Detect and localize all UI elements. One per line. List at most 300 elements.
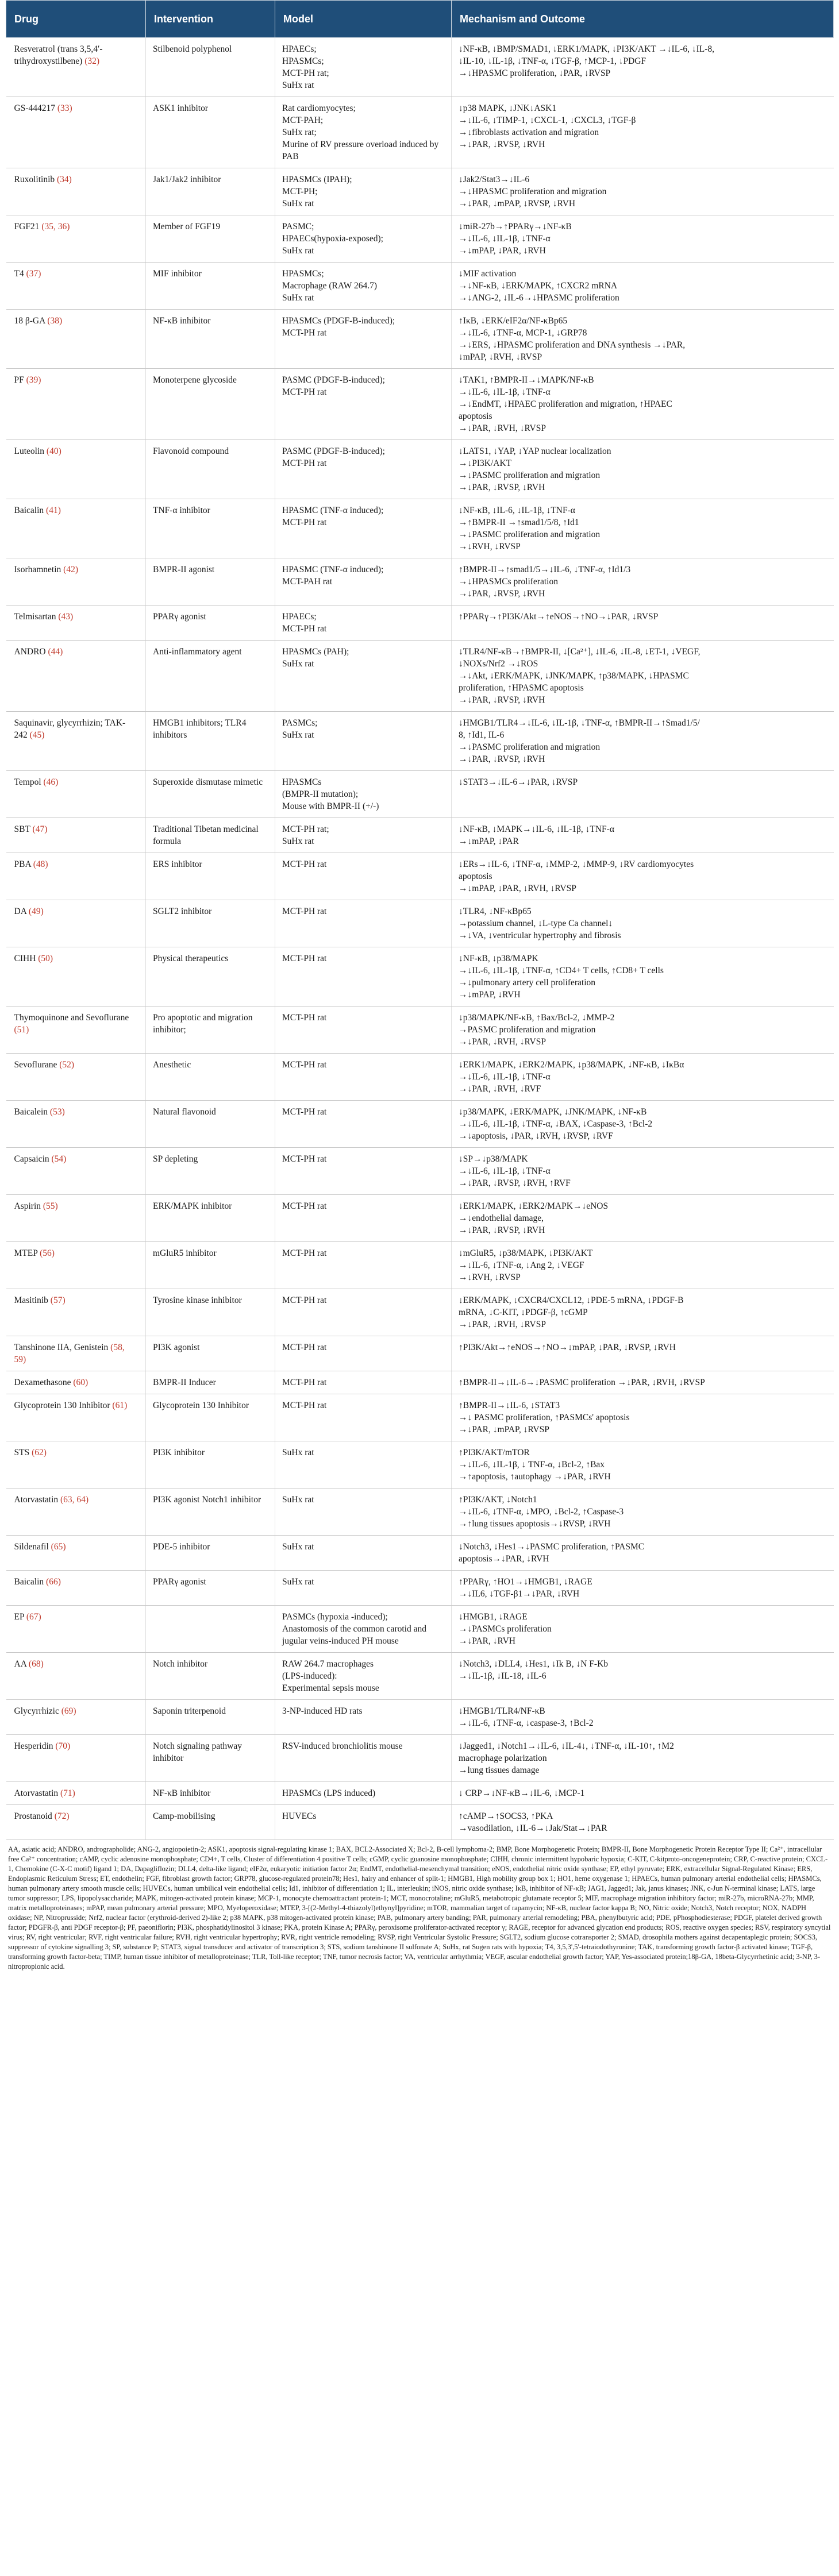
drug-name: PF — [14, 375, 24, 385]
model-line: HPASMCs (PAH); — [282, 647, 349, 657]
mechanism-line: →↓mPAP, ↓RVH — [459, 990, 521, 1000]
mechanism-line: ↑BMPR-II→↓IL-6, ↓STAT3 — [459, 1401, 560, 1410]
mechanism-line: →PASMC proliferation and migration — [459, 1025, 596, 1035]
reference-link[interactable]: (69) — [61, 1706, 76, 1716]
model-cell — [275, 1782, 452, 1805]
table-row — [6, 369, 834, 440]
drug-name: SBT — [14, 824, 30, 834]
model-line: (LPS-induced): — [282, 1671, 337, 1681]
mechanism-line: ↓ERK1/MAPK, ↓ERK2/MAPK→↓eNOS — [459, 1201, 609, 1211]
model-line: HPASMCs; — [282, 56, 324, 66]
mechanism-line: →↓IL6, ↓TGF-β1→↓PAR, ↓RVH — [459, 1589, 580, 1599]
mechanism-cell — [452, 1700, 834, 1735]
drug-name: Baicalin — [14, 1577, 44, 1587]
model-line: MCT-PH rat — [282, 1295, 327, 1305]
drug-name: 18 β-GA — [14, 316, 45, 326]
table-row — [6, 1571, 834, 1606]
mechanism-line: →↓IL-6, ↓IL-1β, ↓TNF-α — [459, 234, 551, 244]
model-cell — [275, 215, 452, 263]
intervention-cell: Jak1/Jak2 inhibitor — [146, 168, 275, 215]
model-line: MCT-PH rat — [282, 624, 327, 634]
mechanism-cell — [452, 1394, 834, 1441]
drug-cell — [6, 853, 146, 900]
table-row — [6, 1336, 834, 1371]
reference-link[interactable]: (67) — [26, 1612, 41, 1622]
mechanism-line: →↓PAR, ↓RVSP, ↓RVH — [459, 140, 545, 149]
reference-link[interactable]: (60) — [73, 1378, 88, 1387]
reference-link[interactable]: (46) — [43, 777, 59, 787]
table-row — [6, 215, 834, 263]
drug-cell — [6, 1536, 146, 1571]
model-cell — [275, 1653, 452, 1700]
reference-link[interactable]: (50) — [38, 954, 53, 963]
model-cell — [275, 1148, 452, 1195]
mechanism-line: →↓mPAP, ↓PAR, ↓RVH — [459, 246, 546, 256]
reference-link[interactable]: (34) — [57, 175, 72, 184]
drug-name: Capsaicin — [14, 1154, 49, 1164]
table-row — [6, 1606, 834, 1653]
mechanism-cell — [452, 1242, 834, 1289]
model-cell — [275, 641, 452, 712]
model-line: MCT-PH rat — [282, 859, 327, 869]
intervention-cell: Superoxide dismutase mimetic — [146, 771, 275, 818]
table-row — [6, 1653, 834, 1700]
intervention-cell: PDE-5 inhibitor — [146, 1536, 275, 1571]
header-intervention: Intervention — [146, 1, 275, 38]
drug-name: Glycyrrhizic — [14, 1706, 59, 1716]
mechanism-cell — [452, 1536, 834, 1571]
table-row — [6, 499, 834, 558]
drug-name: Resveratrol (trans 3,5,4′-trihydroxystilbene) — [14, 44, 103, 66]
model-line: HPASMC (TNF-α induced); — [282, 506, 384, 515]
mechanism-line: ↓MIF activation — [459, 269, 517, 279]
intervention-cell: NF-κB inhibitor — [146, 310, 275, 369]
intervention-cell: Glycoprotein 130 Inhibitor — [146, 1394, 275, 1441]
drug-name: Glycoprotein 130 Inhibitor — [14, 1401, 110, 1410]
table-row — [6, 1242, 834, 1289]
intervention-cell: Pro apoptotic and migration inhibitor; — [146, 1007, 275, 1054]
drug-name: Atorvastatin — [14, 1788, 59, 1798]
mechanism-line: ↓ERK1/MAPK, ↓ERK2/MAPK, ↓p38/MAPK, ↓NF-κB, ↓IκBα — [459, 1060, 684, 1070]
table-row — [6, 1195, 834, 1242]
reference-link[interactable]: (52) — [59, 1060, 75, 1070]
mechanism-line: ↓TLR4, ↓NF-κBp65 — [459, 907, 532, 916]
mechanism-cell — [452, 818, 834, 853]
drug-cell — [6, 1606, 146, 1653]
mechanism-line: ↓p38/MAPK/NF-κB, ↑Bax/Bcl-2, ↓MMP-2 — [459, 1013, 615, 1023]
mechanism-line: ↓IL-10, ↓IL-1β, ↓TNF-α, ↓TGF-β, ↑MCP-1, ↓PDGF — [459, 56, 646, 66]
reference-link[interactable]: (40) — [46, 446, 61, 456]
reference-link[interactable]: (32) — [84, 56, 100, 66]
table-row — [6, 263, 834, 310]
intervention-cell: SP depleting — [146, 1148, 275, 1195]
model-line: SuHx rat — [282, 1495, 314, 1505]
table-row — [6, 440, 834, 499]
drug-name: Masitinib — [14, 1295, 48, 1305]
mechanism-line: →↓PAR, ↓mPAP, ↓RVSP, ↓RVH — [459, 199, 576, 209]
mechanism-cell — [452, 947, 834, 1007]
drug-cell — [6, 1782, 146, 1805]
drug-cell — [6, 310, 146, 369]
mechanism-cell — [452, 1488, 834, 1536]
mechanism-line: →↓VA, ↓ventricular hypertrophy and fibrosis — [459, 931, 621, 940]
drug-cell — [6, 1653, 146, 1700]
table-row — [6, 818, 834, 853]
reference-link[interactable]: (49) — [28, 907, 44, 916]
drug-cell — [6, 818, 146, 853]
mechanism-line: →↓mPAP, ↓PAR, ↓RVH, ↓RVSP — [459, 884, 576, 893]
mechanism-line: →↓HPASMC proliferation and migration — [459, 187, 607, 196]
mechanism-line: ↓mGluR5, ↓p38/MAPK, ↓PI3K/AKT — [459, 1248, 593, 1258]
model-cell — [275, 771, 452, 818]
model-line: SuHx rat; — [282, 128, 317, 137]
intervention-cell: Member of FGF19 — [146, 215, 275, 263]
drug-cell — [6, 1371, 146, 1394]
drug-name: Telmisartan — [14, 612, 56, 622]
table-row — [6, 900, 834, 947]
model-line: SuHx rat — [282, 293, 314, 303]
mechanism-cell — [452, 1007, 834, 1054]
model-line: MCT-PH rat — [282, 1401, 327, 1410]
mechanism-line: →↓PAR, ↓RVH, ↓RVF — [459, 1084, 541, 1094]
model-cell — [275, 853, 452, 900]
abbreviations-footnote: AA, asiatic acid; ANDRO, andrographolide; ANG-2, angiopoietin-2; ASK1, apoptosis signal-regulating kinase 1; BAX, BCL2-Associated X; Bcl-2, B-cell lymphoma-2; BMP, Bone Morphogenetic Protein; BMPR-II, Bone Morphogenetic Protein Receptor Type II; Ca²⁺, intracellular free Ca²⁺ concentration; cAMP, cyclic adenosine monophosphate; CD4+, T cells, Cluster of differentiation 4 positive T cells; cGMP, cyclic guanosine monophosphate; CIHH, chronic intermittent hypobaric hypoxia; C-KIT, C-kitproto-oncogeneprotein; CRP, C-reactive protein; CXCL-1, Chemokine (C-X-C motif) ligand 1; DA, Dapagliflozin; DLL4, delta-like ligand; eIF2α, eukaryotic initiation factor 2α; EndMT, endothelial-mesenchymal transition; eNOS, endothelial nitric oxide synthase; EP, ethyl pyruvate; ERK, extracellular Signal-Regulated Kinase; ERS, Endoplasmic Reticulum Stress; ET, endothelin; FGF, fibroblast growth factor; GRP78, glucose-regulated protein78; Hes1, hairy and enhancer of split-1; HMGB1, High mobility group box 1; HO1, heme oxygenase 1; HPAECs, human pulmonary arterial endothelial cells; HPASMCs, human pulmonary artery smooth muscle cells; HUVECs, human umbilical vein endothelial cells; Id1, inhibitor of differentiation 1; IL, interleukin; iNOS, nitric oxide synthase; IκB, inhibitor of NF-κB; JAG1, Jagged1; Jak, janus kinases; JNK, c-Jun N-terminal kinase; LATS, large tumor suppressor; LPS, lipopolysaccharide; MAPK, mitogen-activated protein kinase; MCP-1, monocyte chemoattractant protein-1; MCT, monocrotaline; mGluR5, metabotropic glutamate receptor 5; MIF, macrophage migration inhibitory factor; miR-27b, microRNA-27b; MMP, matrix metalloproteinases; mPAP, mean pulmonary arterial pressure; MPO, Myeloperoxidase; MTEP, 3-[(2-Methyl-4-thiazolyl)ethynyl]pyridine; mTOR, mammalian target of rapamycin; NF-κB, nuclear factor kappa B; NO, Nitric oxide; Notch3, Notch receptor; NOX, NADPH oxidase; NP, Nitroprusside; Nrf2, nuclear factor (erythroid-derived 2)-like 2; p38 MAPK, p38 mitogen-activated protein kinase; PAB, pulmonary artery banding; PAR, pulmonary arterial remodeling; PBA, phenylbutyric acid; PDE, pPhosphodiesterase; PDGF, platelet derived growth factor; PDGFR-β, anti PDGF receptor-β; PF, paeoniflorin; PI3K, phosphatidylinositol 3 kinase; PKA, protein Kinase A; PPARγ, peroxisome proliferator-activated receptor γ; RAGE, receptor for advanced glycation end products; ROS, reactive oxygen species; RSV, respiratory syncytial virus; RV, right ventricular; RVF, right ventricular failure; RVH, right ventricular hypertrophy; RVR, right ventricle remodeling; RVSP, right Ventricular Systolic Pressure; SGLT2, sodium glucose cotransporter 2; SMAD, drosophila mothers against decapentaplegic protein; SOCS3, suppressor of cytokine signalling 3; SP, substance P; STAT3, signal transducer and activator of transcription 3; STS, sodium tanshinone II sulfonate A; SuHx, rat Sugen rats with hypoxia; T4, 3,5,3',5'-tetraiodothyronine; TAK, transforming growth factor-β activated kinase; TGF-β, transforming growth factor-beta; TIMP, human tissue inhibitor of metalloproteinase; TLR, Toll-like receptor; TNF, tumor necrosis factor; VA, ventricular arrhythmia; VEGF, ascular endothelial growth factor; YAP, Yes-associated protein;18β-GA, 18beta-Glycyrrhetinic acid; 3-NP, 3-nitropropionic acid. — [8, 1845, 831, 1970]
drug-name: Dexamethasone — [14, 1378, 71, 1387]
drug-name: T4 — [14, 269, 24, 279]
intervention-cell: BMPR-II Inducer — [146, 1371, 275, 1394]
model-cell — [275, 38, 452, 97]
reference-link[interactable]: (45) — [29, 730, 45, 740]
mechanism-line: →↓RVH, ↓RVSP — [459, 1272, 521, 1282]
mechanism-line: →↓IL-6, ↓TNF-α, ↓MPO, ↓Bcl-2, ↑Caspase-3 — [459, 1507, 624, 1517]
model-line: MCT-PH; — [282, 187, 318, 196]
model-line: MCT-PH rat — [282, 1154, 327, 1164]
mechanism-line: ↓HMGB1, ↓RAGE — [459, 1612, 528, 1622]
mechanism-line: →↓PAR, ↓RVSP, ↓RVH — [459, 589, 545, 599]
model-line: Rat cardiomyocytes; — [282, 103, 356, 113]
intervention-cell: Stilbenoid polyphenol — [146, 38, 275, 97]
mechanism-cell — [452, 215, 834, 263]
drug-cell — [6, 712, 146, 771]
reference-link[interactable]: (70) — [55, 1741, 71, 1751]
mechanism-line: →↓HPASMC proliferation, ↓PAR, ↓RVSP — [459, 68, 611, 78]
mechanism-line: ↓Jagged1, ↓Notch1→↓IL-6, ↓IL-4↓, ↓TNF-α, ↓IL-10↑, ↑M2 — [459, 1741, 674, 1751]
reference-link[interactable]: (54) — [51, 1154, 67, 1164]
reference-link[interactable]: (35, 36) — [41, 222, 70, 232]
reference-link[interactable]: (68) — [28, 1659, 44, 1669]
reference-link[interactable]: (33) — [57, 103, 72, 113]
mechanism-cell — [452, 900, 834, 947]
drug-name: Ruxolitinib — [14, 175, 55, 184]
table-row — [6, 606, 834, 641]
reference-link[interactable]: (62) — [32, 1448, 47, 1457]
reference-link[interactable]: (72) — [54, 1811, 70, 1821]
reference-link[interactable]: (61) — [112, 1401, 128, 1410]
mechanism-line: →↓PASMC proliferation and migration — [459, 742, 601, 752]
drug-cell — [6, 263, 146, 310]
model-line: HPASMCs — [282, 777, 322, 787]
drug-cell — [6, 97, 146, 168]
model-line: MCT-PH rat — [282, 1248, 327, 1258]
model-line: PASMCs; — [282, 718, 318, 728]
mechanism-line: →↓IL-6, ↓TIMP-1, ↓CXCL-1, ↓CXCL3, ↓TGF-β — [459, 115, 636, 125]
drug-name: Sevoflurane — [14, 1060, 57, 1070]
drug-name: Tanshinone IIA, Genistein — [14, 1343, 109, 1352]
model-line: Murine of RV pressure overload induced by PAB — [282, 140, 439, 161]
mechanism-line: →↓PAR, ↓RVSP, ↓RVH — [459, 754, 545, 764]
mechanism-line: →↓PI3K/AKT — [459, 458, 512, 468]
mechanism-line: ↑BMPR-II→↑smad1/5→↓IL-6, ↓TNF-α, ↑Id1/3 — [459, 565, 631, 574]
model-cell — [275, 1441, 452, 1488]
reference-link[interactable]: (48) — [33, 859, 48, 869]
mechanism-line: →↓IL-6, ↓IL-1β, ↓TNF-α, ↑CD4+ T cells, ↑CD8+ T cells — [459, 966, 664, 975]
drug-name: CIHH — [14, 954, 36, 963]
drug-cell — [6, 1336, 146, 1371]
reference-link[interactable]: (39) — [26, 375, 41, 385]
reference-link[interactable]: (51) — [14, 1025, 29, 1035]
drug-cell — [6, 558, 146, 606]
model-cell — [275, 440, 452, 499]
intervention-cell: Traditional Tibetan medicinal formula — [146, 818, 275, 853]
mechanism-line: →↓PASMC proliferation and migration — [459, 530, 601, 539]
model-cell — [275, 1536, 452, 1571]
header-model: Model — [275, 1, 452, 38]
reference-link[interactable]: (63, 64) — [60, 1495, 89, 1505]
drug-cell — [6, 440, 146, 499]
mechanism-line: →↓PAR, ↓RVSP, ↓RVH, ↑RVF — [459, 1178, 571, 1188]
model-line: (BMPR-II mutation); — [282, 789, 359, 799]
drug-cell — [6, 1700, 146, 1735]
mechanism-line: →↓NF-κB, ↓ERK/MAPK, ↑CXCR2 mRNA — [459, 281, 618, 291]
model-cell — [275, 1101, 452, 1148]
mechanism-cell — [452, 771, 834, 818]
mechanism-line: →↓PASMCs proliferation — [459, 1624, 552, 1634]
reference-link[interactable]: (55) — [43, 1201, 58, 1211]
mechanism-cell — [452, 853, 834, 900]
mechanism-line: →↓PAR, ↓RVH, ↓RVSP — [459, 423, 546, 433]
model-line: MCT-PH rat; — [282, 68, 329, 78]
model-line: SuHx rat — [282, 1542, 314, 1552]
model-cell — [275, 1805, 452, 1840]
reference-link[interactable]: (37) — [26, 269, 41, 279]
drug-cell — [6, 38, 146, 97]
drug-name: Baicalin — [14, 506, 44, 515]
model-cell — [275, 168, 452, 215]
mechanism-line: →↓PAR, ↓RVSP, ↓RVH — [459, 1225, 545, 1235]
reference-link[interactable]: (71) — [60, 1788, 75, 1798]
drug-cell — [6, 369, 146, 440]
table-row — [6, 1805, 834, 1840]
mechanism-line: →↓endothelial damage, — [459, 1213, 544, 1223]
model-cell — [275, 499, 452, 558]
intervention-cell: HMGB1 inhibitors; TLR4 inhibitors — [146, 712, 275, 771]
model-cell — [275, 1394, 452, 1441]
model-cell — [275, 310, 452, 369]
intervention-cell: ERK/MAPK inhibitor — [146, 1195, 275, 1242]
reference-link[interactable]: (58, 59) — [14, 1343, 125, 1364]
mechanism-line: ↓NF-κB, ↓MAPK→↓IL-6, ↓IL-1β, ↓TNF-α — [459, 824, 614, 834]
header-mechanism: Mechanism and Outcome — [452, 1, 834, 38]
table-row — [6, 1289, 834, 1336]
mechanism-line: ↓LATS1, ↓YAP, ↓YAP nuclear localization — [459, 446, 611, 456]
model-line: MCT-PH rat — [282, 954, 327, 963]
reference-link[interactable]: (42) — [63, 565, 78, 574]
intervention-cell: PI3K agonist Notch1 inhibitor — [146, 1488, 275, 1536]
table-row — [6, 1536, 834, 1571]
model-line: 3-NP-induced HD rats — [282, 1706, 363, 1716]
mechanism-cell — [452, 310, 834, 369]
intervention-cell: Notch inhibitor — [146, 1653, 275, 1700]
mechanism-line: ↓STAT3→↓IL-6→↓PAR, ↓RVSP — [459, 777, 578, 787]
mechanism-line: →↓IL-6, ↓IL-1β, ↓TNF-α — [459, 1072, 551, 1082]
mechanism-line: ↓HMGB1/TLR4→↓IL-6, ↓IL-1β, ↓TNF-α, ↑BMPR-II→↑Smad1/5/ — [459, 718, 700, 728]
model-line: MCT-PH rat — [282, 907, 327, 916]
intervention-cell: Physical therapeutics — [146, 947, 275, 1007]
drug-cell — [6, 947, 146, 1007]
model-cell — [275, 1289, 452, 1336]
mechanism-line: →↓mPAP, ↓PAR — [459, 836, 519, 846]
model-line: SuHx rat — [282, 199, 314, 209]
drug-name: Luteolin — [14, 446, 45, 456]
reference-link[interactable]: (66) — [46, 1577, 61, 1587]
drug-cell — [6, 606, 146, 641]
intervention-cell: SGLT2 inhibitor — [146, 900, 275, 947]
drug-cell — [6, 900, 146, 947]
drug-cell — [6, 1195, 146, 1242]
header-drug: Drug — [6, 1, 146, 38]
intervention-cell: PPARγ agonist — [146, 1571, 275, 1606]
model-line: MCT-PH rat — [282, 387, 327, 397]
intervention-cell: BMPR-II agonist — [146, 558, 275, 606]
table-row — [6, 1782, 834, 1805]
table-row — [6, 1735, 834, 1782]
model-line: MCT-PAH rat — [282, 577, 333, 587]
mechanism-line: →↓PAR, ↓mPAP, ↓RVSP — [459, 1425, 549, 1434]
mechanism-line: →↓PAR, ↓RVH, ↓RVSP — [459, 1320, 546, 1329]
table-row — [6, 558, 834, 606]
table-row — [6, 641, 834, 712]
mechanism-line: ↓ERs→↓IL-6, ↓TNF-α, ↓MMP-2, ↓MMP-9, ↓RV cardiomyocytes — [459, 859, 694, 869]
mechanism-line: ↓TAK1, ↑BMPR-II→↓MAPK/NF-κB — [459, 375, 594, 385]
mechanism-cell — [452, 1441, 834, 1488]
table-row — [6, 1054, 834, 1101]
model-line: Macrophage (RAW 264.7) — [282, 281, 378, 291]
mechanism-cell — [452, 641, 834, 712]
table-row — [6, 1148, 834, 1195]
mechanism-line: ↑PI3K/AKT/mTOR — [459, 1448, 530, 1457]
drug-cell — [6, 1735, 146, 1782]
model-cell — [275, 97, 452, 168]
intervention-cell: mGluR5 inhibitor — [146, 1242, 275, 1289]
reference-link[interactable]: (53) — [49, 1107, 65, 1117]
mechanism-line: →↓PASMC proliferation and migration — [459, 471, 601, 480]
intervention-cell: MIF inhibitor — [146, 263, 275, 310]
model-line: RSV-induced bronchiolitis mouse — [282, 1741, 403, 1751]
model-line: MCT-PH rat — [282, 1378, 327, 1387]
mechanism-line: →↓ERS, ↓HPASMC proliferation and DNA synthesis →↓PAR, — [459, 340, 686, 350]
mechanism-cell — [452, 606, 834, 641]
mechanism-line: ↓TLR4/NF-κB→↑BMPR-II, ↓[Ca²⁺], ↓IL-6, ↓IL-8, ↓ET-1, ↓VEGF, — [459, 647, 701, 657]
mechanism-line: ↓Notch3, ↓DLL4, ↓Hes1, ↓Ik B, ↓N F-Kb — [459, 1659, 609, 1669]
drug-name: Atorvastatin — [14, 1495, 59, 1505]
mechanism-line: →↓PAR, ↓RVSP, ↓RVH — [459, 483, 545, 492]
mechanism-line: mRNA, ↓C-KIT, ↓PDGF-β, ↑cGMP — [459, 1308, 588, 1317]
reference-link[interactable]: (41) — [46, 506, 61, 515]
model-cell — [275, 1488, 452, 1536]
model-line: Anastomosis of the common carotid and jugular veins-induced PH mouse — [282, 1624, 426, 1646]
mechanism-cell — [452, 1735, 834, 1782]
mechanism-cell — [452, 1571, 834, 1606]
mechanism-cell — [452, 168, 834, 215]
model-cell — [275, 1336, 452, 1371]
mechanism-line: ↓mPAP, ↓RVH, ↓RVSP — [459, 352, 542, 362]
model-line: MCT-PH rat — [282, 328, 327, 338]
table-row — [6, 97, 834, 168]
model-line: HPASMC (TNF-α induced); — [282, 565, 384, 574]
mechanism-line: macrophage polarization — [459, 1753, 547, 1763]
mechanism-line: →↓ PASMC proliferation, ↑PASMCs' apoptosis — [459, 1413, 630, 1422]
drug-name: Tempol — [14, 777, 41, 787]
drug-cell — [6, 1054, 146, 1101]
drug-name: EP — [14, 1612, 25, 1622]
mechanism-cell — [452, 1653, 834, 1700]
reference-link[interactable]: (38) — [47, 316, 63, 326]
table-row — [6, 712, 834, 771]
mechanism-line: ↑IκB, ↓ERK/eIF2α/NF-κBp65 — [459, 316, 568, 326]
model-line: HPAECs(hypoxia-exposed); — [282, 234, 383, 244]
drug-cell — [6, 1289, 146, 1336]
table-row — [6, 1394, 834, 1441]
drug-cell — [6, 499, 146, 558]
intervention-cell: Natural flavonoid — [146, 1101, 275, 1148]
model-line: HPASMCs (LPS induced) — [282, 1788, 376, 1798]
intervention-cell: Tyrosine kinase inhibitor — [146, 1289, 275, 1336]
model-line: PASMC (PDGF-B-induced); — [282, 375, 385, 385]
reference-link[interactable]: (43) — [58, 612, 74, 622]
intervention-cell: Monoterpene glycoside — [146, 369, 275, 440]
mechanism-line: →↓IL-6, ↓IL-1β, ↓TNF-α, ↓BAX, ↓Caspase-3, ↑Bcl-2 — [459, 1119, 653, 1129]
drug-cell — [6, 1148, 146, 1195]
model-line: Experimental sepsis mouse — [282, 1683, 379, 1693]
mechanism-line: ↓ERK/MAPK, ↓CXCR4/CXCL12, ↓PDE-5 mRNA, ↓PDGF-B — [459, 1295, 684, 1305]
reference-link[interactable]: (57) — [50, 1295, 66, 1305]
model-cell — [275, 1571, 452, 1606]
mechanism-line: →↑apoptosis, ↑autophagy →↓PAR, ↓RVH — [459, 1472, 611, 1482]
mechanism-line: →↓Akt, ↓ERK/MAPK, ↓JNK/MAPK, ↑p38/MAPK, ↓HPASMC — [459, 671, 689, 681]
intervention-cell: Saponin triterpenoid — [146, 1700, 275, 1735]
model-line: SuHx rat — [282, 246, 314, 256]
table-row — [6, 1007, 834, 1054]
model-line: PASMC; — [282, 222, 314, 232]
mechanism-line: ↑PI3K/Akt→↑eNOS→↑NO→↓mPAP, ↓PAR, ↓RVSP, ↓RVH — [459, 1343, 676, 1352]
model-cell — [275, 558, 452, 606]
mechanism-line: →↓IL-1β, ↓IL-18, ↓IL-6 — [459, 1671, 546, 1681]
mechanism-cell — [452, 1606, 834, 1653]
intervention-cell: Anesthetic — [146, 1054, 275, 1101]
reference-link[interactable]: (47) — [32, 824, 48, 834]
model-line: SuHx rat — [282, 659, 314, 669]
reference-link[interactable]: (65) — [51, 1542, 66, 1552]
drug-name: STS — [14, 1448, 30, 1457]
reference-link[interactable]: (56) — [40, 1248, 55, 1258]
model-cell — [275, 1054, 452, 1101]
mechanism-line: →potassium channel, ↓L-type Ca channel↓ — [459, 919, 613, 928]
model-cell — [275, 1195, 452, 1242]
drug-name: Isorhamnetin — [14, 565, 61, 574]
reference-link[interactable]: (44) — [48, 647, 63, 657]
drug-cell — [6, 1805, 146, 1840]
mechanism-line: →↑BMPR-II →↑smad1/5/8, ↑Id1 — [459, 518, 579, 527]
